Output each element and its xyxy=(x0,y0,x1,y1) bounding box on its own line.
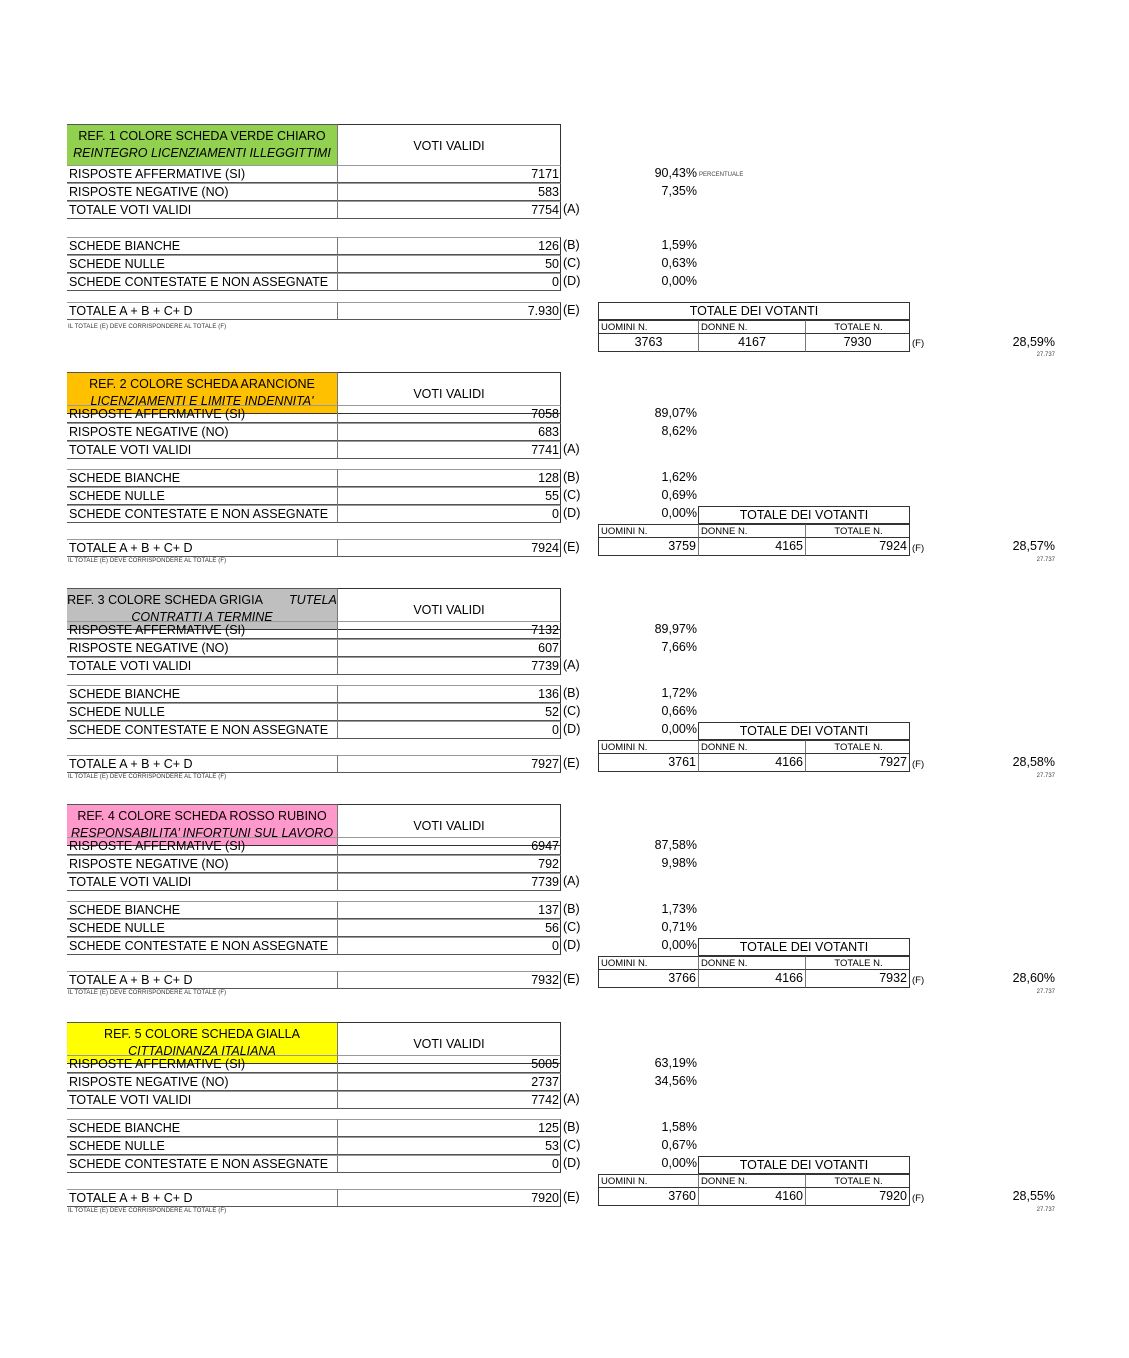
nulle-value: 55 xyxy=(337,487,561,505)
totale-n-value: 7927 xyxy=(805,754,910,772)
uomini-value: 3761 xyxy=(598,754,698,772)
totale-abcd-value: 7932 xyxy=(337,971,561,989)
totale-abcd-value: 7920 xyxy=(337,1189,561,1207)
bianche-percent: 1,58% xyxy=(661,1120,697,1134)
totale-abcd-value: 7924 xyxy=(337,539,561,557)
section-title xyxy=(67,1026,337,1043)
no-value: 683 xyxy=(337,423,561,441)
contestate-percent: 0,00% xyxy=(661,274,697,288)
contestate-label: SCHEDE CONTESTATE E NON ASSEGNATE xyxy=(67,1155,337,1173)
totale-validi-label: TOTALE VOTI VALIDI xyxy=(67,657,337,675)
tag-c: (C) xyxy=(563,704,581,718)
total-check-note: IL TOTALE (E) DEVE CORRISPONDERE AL TOTALE (F) xyxy=(68,558,227,564)
si-label: RISPOSTE AFFERMATIVE (SI) xyxy=(67,165,337,183)
uomini-header: UOMINI N. xyxy=(598,524,698,538)
no-percent: 34,56% xyxy=(654,1074,697,1088)
donne-value: 4165 xyxy=(698,538,805,556)
totale-n-header: TOTALE N. xyxy=(805,956,910,970)
totale-votanti-header: TOTALE DEI VOTANTI xyxy=(698,506,910,524)
affluenza-percent: 28,57% xyxy=(1012,539,1055,553)
si-label: RISPOSTE AFFERMATIVE (SI) xyxy=(67,837,337,855)
tag-d: (D) xyxy=(563,274,581,288)
bianche-label: SCHEDE BIANCHE xyxy=(67,685,337,703)
no-percent: 7,66% xyxy=(661,640,697,654)
tag-e: (E) xyxy=(563,972,580,986)
donne-value: 4166 xyxy=(698,754,805,772)
no-percent: 7,35% xyxy=(661,184,697,198)
voti-validi-header: VOTI VALIDI xyxy=(337,804,561,846)
aventi-diritto: 27.737 xyxy=(1036,557,1055,563)
si-value: 5005 xyxy=(337,1055,561,1073)
voti-validi-header: VOTI VALIDI xyxy=(337,124,561,166)
no-label: RISPOSTE NEGATIVE (NO) xyxy=(67,1073,337,1091)
nulle-percent: 0,69% xyxy=(661,488,697,502)
nulle-label: SCHEDE NULLE xyxy=(67,703,337,721)
si-value: 7132 xyxy=(337,621,561,639)
tag-d: (D) xyxy=(563,506,581,520)
bianche-value: 136 xyxy=(337,685,561,703)
donne-value: 4167 xyxy=(698,334,805,352)
si-percent: 87,58% xyxy=(654,838,697,852)
si-percent: 89,07% xyxy=(654,406,697,420)
nulle-label: SCHEDE NULLE xyxy=(67,255,337,273)
tag-b: (B) xyxy=(563,1120,580,1134)
totale-votanti-header: TOTALE DEI VOTANTI xyxy=(698,938,910,956)
affluenza-percent: 28,60% xyxy=(1012,971,1055,985)
nulle-label: SCHEDE NULLE xyxy=(67,1137,337,1155)
totale-n-value: 7924 xyxy=(805,538,910,556)
totale-abcd-label: TOTALE A + B + C+ D xyxy=(67,755,337,773)
totale-n-value: 7932 xyxy=(805,970,910,988)
total-check-note: IL TOTALE (E) DEVE CORRISPONDERE AL TOTALE (F) xyxy=(68,774,227,780)
section-title-text: REF. 5 COLORE SCHEDA GIALLA xyxy=(104,1027,300,1041)
aventi-diritto: 27.737 xyxy=(1036,773,1055,779)
nulle-value: 50 xyxy=(337,255,561,273)
totale-validi-value: 7742 xyxy=(337,1091,561,1109)
no-value: 2737 xyxy=(337,1073,561,1091)
totale-n-header: TOTALE N. xyxy=(805,1174,910,1188)
totale-validi-value: 7739 xyxy=(337,873,561,891)
tag-c: (C) xyxy=(563,920,581,934)
affluenza-percent: 28,59% xyxy=(1012,335,1055,349)
donne-header: DONNE N. xyxy=(698,320,805,334)
totale-n-header: TOTALE N. xyxy=(805,524,910,538)
contestate-percent: 0,00% xyxy=(661,1156,697,1170)
tag-f: (F) xyxy=(912,338,925,349)
uomini-value: 3760 xyxy=(598,1188,698,1206)
percentuale-note: PERCENTUALE xyxy=(699,172,744,178)
tag-d: (D) xyxy=(563,1156,581,1170)
section-title-text: REF. 3 COLORE SCHEDA GRIGIA xyxy=(67,593,263,607)
nulle-value: 53 xyxy=(337,1137,561,1155)
totale-n-value: 7920 xyxy=(805,1188,910,1206)
section-title xyxy=(67,592,337,609)
tag-f: (F) xyxy=(912,975,925,986)
tag-c: (C) xyxy=(563,1138,581,1152)
totale-abcd-label: TOTALE A + B + C+ D xyxy=(67,1189,337,1207)
no-value: 583 xyxy=(337,183,561,201)
tag-b: (B) xyxy=(563,686,580,700)
donne-header: DONNE N. xyxy=(698,956,805,970)
totale-votanti-header: TOTALE DEI VOTANTI xyxy=(698,1156,910,1174)
total-check-note: IL TOTALE (E) DEVE CORRISPONDERE AL TOTALE (F) xyxy=(68,1208,227,1214)
no-label: RISPOSTE NEGATIVE (NO) xyxy=(67,639,337,657)
voti-validi-header: VOTI VALIDI xyxy=(337,1022,561,1064)
tag-e: (E) xyxy=(563,756,580,770)
section-title xyxy=(67,376,337,393)
tag-b: (B) xyxy=(563,902,580,916)
tag-c: (C) xyxy=(563,488,581,502)
bianche-label: SCHEDE BIANCHE xyxy=(67,901,337,919)
contestate-percent: 0,00% xyxy=(661,938,697,952)
bianche-percent: 1,59% xyxy=(661,238,697,252)
nulle-percent: 0,67% xyxy=(661,1138,697,1152)
tag-e: (E) xyxy=(563,1190,580,1204)
bianche-percent: 1,62% xyxy=(661,470,697,484)
tag-f: (F) xyxy=(912,1193,925,1204)
voti-validi-header: VOTI VALIDI xyxy=(337,588,561,630)
contestate-percent: 0,00% xyxy=(661,506,697,520)
totale-validi-value: 7754 xyxy=(337,201,561,219)
donne-value: 4160 xyxy=(698,1188,805,1206)
tag-c: (C) xyxy=(563,256,581,270)
donne-header: DONNE N. xyxy=(698,740,805,754)
no-value: 607 xyxy=(337,639,561,657)
totale-votanti-header: TOTALE DEI VOTANTI xyxy=(598,302,910,320)
tag-a: (A) xyxy=(563,658,580,672)
aventi-diritto: 27.737 xyxy=(1036,1207,1055,1213)
section-title: REF. 1 COLORE SCHEDA VERDE CHIARO xyxy=(78,129,326,143)
uomini-value: 3766 xyxy=(598,970,698,988)
section-subtitle: LICENZIAMENTI E LIMITE INDENNITA' xyxy=(90,394,314,408)
total-check-note: IL TOTALE (E) DEVE CORRISPONDERE AL TOTALE (F) xyxy=(68,324,227,330)
tag-e: (E) xyxy=(563,540,580,554)
tag-a: (A) xyxy=(563,1092,580,1106)
tag-f: (F) xyxy=(912,543,925,554)
uomini-header: UOMINI N. xyxy=(598,740,698,754)
totale-votanti-header: TOTALE DEI VOTANTI xyxy=(698,722,910,740)
bianche-percent: 1,72% xyxy=(661,686,697,700)
uomini-header: UOMINI N. xyxy=(598,956,698,970)
nulle-percent: 0,71% xyxy=(661,920,697,934)
contestate-label: SCHEDE CONTESTATE E NON ASSEGNATE xyxy=(67,505,337,523)
donne-header: DONNE N. xyxy=(698,524,805,538)
section-title-italic: TUTELA xyxy=(288,593,337,607)
no-label: RISPOSTE NEGATIVE (NO) xyxy=(67,183,337,201)
contestate-label: SCHEDE CONTESTATE E NON ASSEGNATE xyxy=(67,273,337,291)
si-label: RISPOSTE AFFERMATIVE (SI) xyxy=(67,405,337,423)
no-label: RISPOSTE NEGATIVE (NO) xyxy=(67,423,337,441)
totale-abcd-label: TOTALE A + B + C+ D xyxy=(67,539,337,557)
tag-d: (D) xyxy=(563,722,581,736)
totale-abcd-label: TOTALE A + B + C+ D xyxy=(67,971,337,989)
donne-value: 4166 xyxy=(698,970,805,988)
bianche-label: SCHEDE BIANCHE xyxy=(67,1119,337,1137)
section-title-text: REF. 2 COLORE SCHEDA ARANCIONE xyxy=(89,377,315,391)
totale-validi-label: TOTALE VOTI VALIDI xyxy=(67,1091,337,1109)
uomini-header: UOMINI N. xyxy=(598,1174,698,1188)
section-subtitle: CONTRATTI A TERMINE xyxy=(131,610,273,624)
bianche-value: 125 xyxy=(337,1119,561,1137)
contestate-label: SCHEDE CONTESTATE E NON ASSEGNATE xyxy=(67,937,337,955)
si-percent: 90,43% xyxy=(654,166,697,180)
si-label: RISPOSTE AFFERMATIVE (SI) xyxy=(67,1055,337,1073)
totale-abcd-value: 7927 xyxy=(337,755,561,773)
no-percent: 8,62% xyxy=(661,424,697,438)
bianche-value: 126 xyxy=(337,237,561,255)
aventi-diritto: 27.737 xyxy=(1036,352,1055,358)
si-label: RISPOSTE AFFERMATIVE (SI) xyxy=(67,621,337,639)
tag-d: (D) xyxy=(563,938,581,952)
uomini-header: UOMINI N. xyxy=(598,320,698,334)
tag-e: (E) xyxy=(563,303,580,317)
si-value: 6947 xyxy=(337,837,561,855)
nulle-label: SCHEDE NULLE xyxy=(67,487,337,505)
section-subtitle: RESPONSABILITA’ INFORTUNI SUL LAVORO xyxy=(70,826,334,840)
total-check-note: IL TOTALE (E) DEVE CORRISPONDERE AL TOTALE (F) xyxy=(68,990,227,996)
totale-n-header: TOTALE N. xyxy=(805,740,910,754)
section-title xyxy=(67,808,337,825)
section-title-cell xyxy=(67,124,337,166)
totale-validi-value: 7739 xyxy=(337,657,561,675)
tag-b: (B) xyxy=(563,470,580,484)
contestate-value: 0 xyxy=(337,273,561,291)
contestate-value: 0 xyxy=(337,937,561,955)
aventi-diritto: 27.737 xyxy=(1036,989,1055,995)
contestate-value: 0 xyxy=(337,721,561,739)
no-label: RISPOSTE NEGATIVE (NO) xyxy=(67,855,337,873)
nulle-value: 56 xyxy=(337,919,561,937)
contestate-value: 0 xyxy=(337,1155,561,1173)
bianche-label: SCHEDE BIANCHE xyxy=(67,237,337,255)
totale-validi-value: 7741 xyxy=(337,441,561,459)
donne-header: DONNE N. xyxy=(698,1174,805,1188)
totale-abcd-value: 7.930 xyxy=(337,302,561,320)
tag-a: (A) xyxy=(563,202,580,216)
totale-validi-label: TOTALE VOTI VALIDI xyxy=(67,201,337,219)
affluenza-percent: 28,55% xyxy=(1012,1189,1055,1203)
si-value: 7171 xyxy=(337,165,561,183)
nulle-value: 52 xyxy=(337,703,561,721)
tag-b: (B) xyxy=(563,238,580,252)
nulle-percent: 0,63% xyxy=(661,256,697,270)
si-percent: 63,19% xyxy=(654,1056,697,1070)
contestate-percent: 0,00% xyxy=(661,722,697,736)
no-value: 792 xyxy=(337,855,561,873)
si-percent: 89,97% xyxy=(654,622,697,636)
section-subtitle: REINTEGRO LICENZIAMENTI ILLEGGITTIMI xyxy=(73,146,331,160)
nulle-percent: 0,66% xyxy=(661,704,697,718)
no-percent: 9,98% xyxy=(661,856,697,870)
tag-f: (F) xyxy=(912,759,925,770)
affluenza-percent: 28,58% xyxy=(1012,755,1055,769)
nulle-label: SCHEDE NULLE xyxy=(67,919,337,937)
bianche-value: 128 xyxy=(337,469,561,487)
contestate-label: SCHEDE CONTESTATE E NON ASSEGNATE xyxy=(67,721,337,739)
totale-n-header: TOTALE N. xyxy=(805,320,910,334)
totale-validi-label: TOTALE VOTI VALIDI xyxy=(67,441,337,459)
contestate-value: 0 xyxy=(337,505,561,523)
uomini-value: 3759 xyxy=(598,538,698,556)
bianche-value: 137 xyxy=(337,901,561,919)
tag-a: (A) xyxy=(563,874,580,888)
section-subtitle: CITTADINANZA ITALIANA xyxy=(128,1044,276,1058)
totale-validi-label: TOTALE VOTI VALIDI xyxy=(67,873,337,891)
si-value: 7058 xyxy=(337,405,561,423)
bianche-percent: 1,73% xyxy=(661,902,697,916)
totale-abcd-label: TOTALE A + B + C+ D xyxy=(67,302,337,320)
section-title-text: REF. 4 COLORE SCHEDA ROSSO RUBINO xyxy=(77,809,327,823)
uomini-value: 3763 xyxy=(598,334,698,352)
tag-a: (A) xyxy=(563,442,580,456)
bianche-label: SCHEDE BIANCHE xyxy=(67,469,337,487)
voti-validi-header: VOTI VALIDI xyxy=(337,372,561,414)
totale-n-value: 7930 xyxy=(805,334,910,352)
